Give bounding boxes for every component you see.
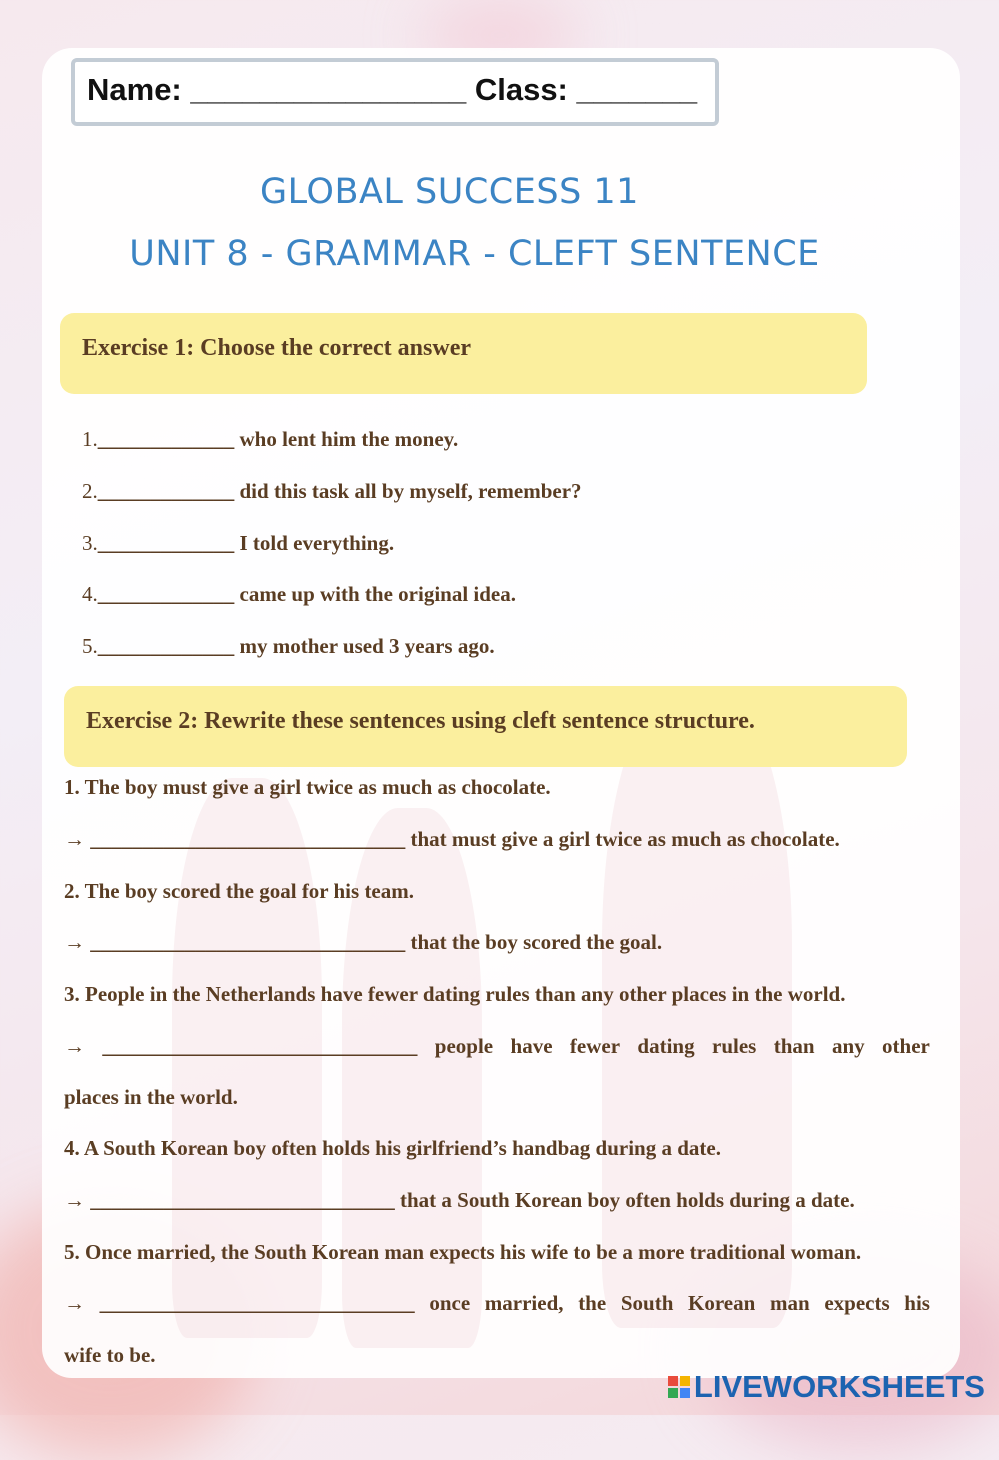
answer-blank[interactable]: ______________________________	[102, 1034, 418, 1058]
answer-word: his	[904, 1291, 930, 1315]
answer-word: married,	[484, 1291, 564, 1315]
answer-word: have	[510, 1034, 553, 1058]
answer-word: any	[831, 1034, 865, 1058]
answer-word: fewer	[569, 1034, 621, 1058]
answer-word: South	[620, 1291, 674, 1315]
exercise-2-answer[interactable]	[64, 1034, 930, 1059]
answer-word: expects	[824, 1291, 890, 1315]
answer-word: →	[64, 1034, 85, 1058]
answer-word: once	[429, 1291, 471, 1315]
exercise-2-sentence: 3. People in the Netherlands have fewer dating rules than any other places in the world.	[64, 982, 846, 1006]
exercise-1-item	[82, 634, 495, 659]
exercise-2-heading: Exercise 2: Rewrite these sentences using cleft sentence structure.	[86, 708, 755, 734]
item-text[interactable]: _____________ did this task all by myself, remember?	[97, 479, 582, 503]
main-title: GLOBAL SUCCESS 11	[260, 172, 639, 212]
exercise-1-item	[82, 479, 582, 504]
exercise-1-item	[82, 582, 516, 607]
name-class-label: Name: ________________ Class: _______	[87, 72, 698, 107]
answer-word: Korean	[688, 1291, 756, 1315]
answer-word: people	[434, 1034, 494, 1058]
exercise-2-answer[interactable]: → ______________________________ that the boy scored the goal.	[64, 930, 663, 954]
item-text[interactable]: _____________ my mother used 3 years ago.	[97, 634, 495, 658]
exercise-2-sentence: 2. The boy scored the goal for his team.	[64, 879, 414, 903]
exercise-1-heading-box	[60, 313, 867, 394]
exercise-2-sentence: 4. A South Korean boy often holds his girlfriend’s handbag during a date.	[64, 1136, 721, 1160]
item-number: 1.	[82, 427, 98, 451]
liveworksheets-logo	[668, 1369, 985, 1405]
item-text[interactable]: _____________ came up with the original idea.	[97, 582, 516, 606]
item-text[interactable]: _____________ who lent him the money.	[97, 427, 459, 451]
answer-word: than	[773, 1034, 815, 1058]
name-class-box	[71, 58, 719, 126]
logo-text: LIVEWORKSHEETS	[693, 1369, 985, 1404]
exercise-2-answer-continuation: wife to be.	[64, 1343, 156, 1367]
exercise-2-answer[interactable]	[64, 1291, 930, 1316]
sub-title: UNIT 8 - GRAMMAR - CLEFT SENTENCE	[129, 234, 820, 274]
exercise-2-answer[interactable]: → ______________________________ that must give a girl twice as much as chocolate.	[64, 827, 840, 851]
answer-word: the	[578, 1291, 607, 1315]
exercise-1-item	[82, 531, 394, 556]
answer-word: rules	[712, 1034, 757, 1058]
exercise-2-answer[interactable]: → _____________________________ that a South Korean boy often holds during a date.	[64, 1188, 855, 1212]
liveworksheets-logo-icon	[668, 1376, 690, 1398]
item-number: 4.	[82, 582, 98, 606]
exercise-2-answer-continuation: places in the world.	[64, 1085, 238, 1109]
exercise-2-sentence: 1. The boy must give a girl twice as much as chocolate.	[64, 775, 551, 799]
item-text[interactable]: _____________ I told everything.	[97, 531, 395, 555]
answer-word: dating	[637, 1034, 695, 1058]
answer-word: man	[769, 1291, 810, 1315]
answer-blank[interactable]: ______________________________	[99, 1291, 415, 1315]
item-number: 3.	[82, 531, 98, 555]
exercise-2-sentence: 5. Once married, the South Korean man expects his wife to be a more traditional woman.	[64, 1240, 862, 1264]
item-number: 2.	[82, 479, 98, 503]
answer-word: →	[64, 1291, 85, 1315]
answer-word: other	[882, 1034, 930, 1058]
item-number: 5.	[82, 634, 98, 658]
exercise-1-heading: Exercise 1: Choose the correct answer	[82, 335, 471, 361]
exercise-2-heading-box	[64, 686, 907, 767]
exercise-1-item	[82, 427, 458, 452]
